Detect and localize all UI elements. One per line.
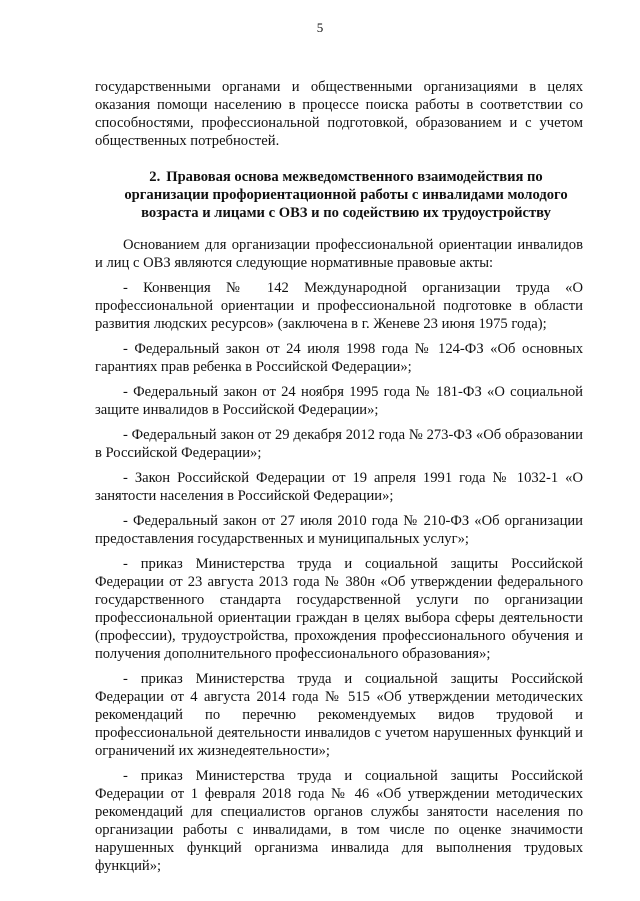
- act-item-order-515: - приказ Министерства труда и социальной защиты Российской Федерации от 4 августа 2014 года № 515 «Об утверждении методических рекомендаций по перечню рекомендуемых видов трудовой и профессиональной деятельности инвалидов с учетом нарушенных функций и ограничений их жизнедеятельности»;: [95, 671, 583, 759]
- page-number: 5: [316, 20, 324, 35]
- lead-paragraph: Основанием для организации профессиональной ориентации инвалидов и лиц с ОВЗ являются следующие нормативные правовые акты:: [95, 237, 583, 271]
- section-heading: [95, 168, 583, 222]
- act-item-fz-181: - Федеральный закон от 24 ноября 1995 года № 181-ФЗ «О социальной защите инвалидов в Российской Федерации»;: [95, 384, 583, 418]
- act-item-convention-142: - Конвенция № 142 Международной организации труда «О профессиональной ориентации и профессиональной подготовке в области развития людских ресурсов» (заключена в г. Женеве 23 июня 1975 года);: [95, 280, 583, 332]
- section-title: Правовая основа межведомственного взаимодействия по организации профориентационной работы с инвалидами молодого возраста и лицами с ОВЗ и по содействию их трудоустройству: [124, 169, 568, 221]
- act-item-order-380n: - приказ Министерства труда и социальной защиты Российской Федерации от 23 августа 2013 года № 380н «Об утверждении федерального государственного стандарта государственной услуги по организации профессиональной ориентации граждан в целях выбора сферы деятельности (профессии), трудоустройства, прохождения профессионального обучения и получения дополнительного профессионального образования»;: [95, 556, 583, 662]
- act-item-fz-210: - Федеральный закон от 27 июля 2010 года № 210-ФЗ «Об организации предоставления государственных и муниципальных услуг»;: [95, 513, 583, 547]
- act-item-law-1032-1: - Закон Российской Федерации от 19 апреля 1991 года № 1032-1 «О занятости населения в Российской Федерации»;: [95, 470, 583, 504]
- act-item-fz-124: - Федеральный закон от 24 июля 1998 года № 124-ФЗ «Об основных гарантиях прав ребенка в Российской Федерации»;: [95, 341, 583, 375]
- act-item-fz-273: - Федеральный закон от 29 декабря 2012 года № 273-ФЗ «Об образовании в Российской Федерации»;: [95, 427, 583, 461]
- section-number: 2.: [149, 169, 161, 185]
- intro-paragraph: государственными органами и общественными организациями в целях оказания помощи населению в процессе поиска работы в соответствии со способностями, профессиональной подготовкой, образованием и с учетом общественных потребностей.: [95, 79, 583, 149]
- act-item-order-46: - приказ Министерства труда и социальной защиты Российской Федерации от 1 февраля 2018 года № 46 «Об утверждении методических рекомендаций для специалистов органов службы занятости населения по организации работы с инвалидами, в том числе по оценке значимости нарушенных функций организма инвалида для выполнения трудовых функций»;: [95, 768, 583, 874]
- page-content: [95, 78, 583, 882]
